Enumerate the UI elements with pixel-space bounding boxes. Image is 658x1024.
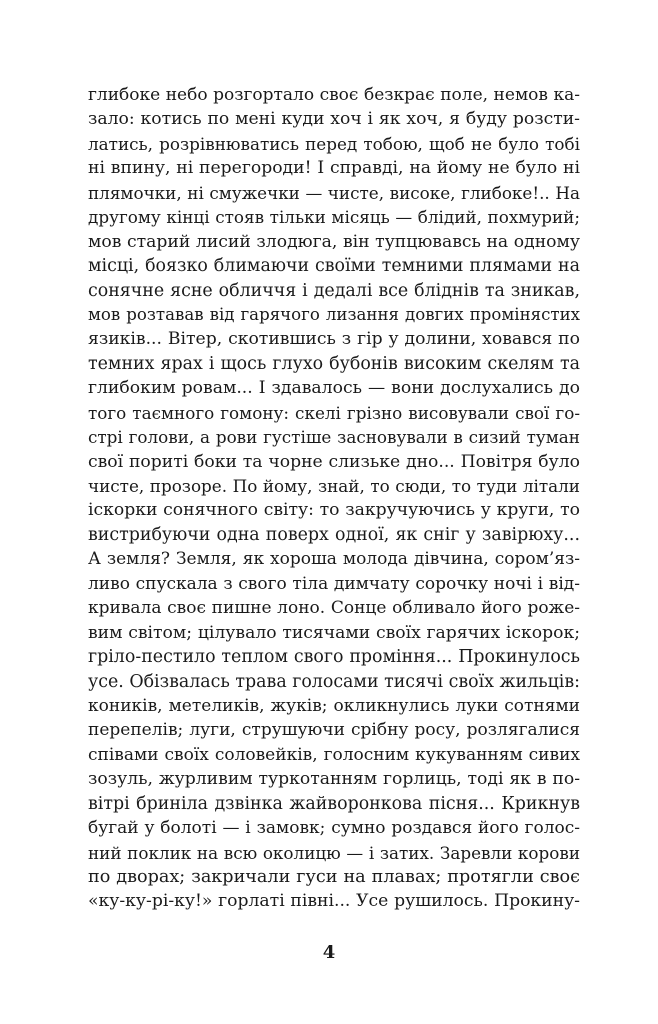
body-text <box>88 83 580 914</box>
text-line-14: того таємного гомону: скелі грізно висовували свої го- <box>88 402 580 423</box>
text-line-12: темних ярах і щось глухо бубонів високим скелям та <box>88 353 580 374</box>
text-line-6: другому кінці стояв тільки місяць — блідий, похмурий; <box>88 207 580 228</box>
text-line-15: стрі голови, а рови густіше засновували в сизий туман <box>88 427 580 448</box>
text-line-24: гріло-пестило теплом свого проміння... Прокинулось <box>88 647 580 668</box>
text-line-33: по дворах; закричали гуси на плавах; протягли своє <box>88 867 580 887</box>
text-line-11: язиків... Вітер, скотившись з гір у долини, ховався по <box>88 329 580 350</box>
text-line-20: А земля? Земля, як хороша молода дівчина, сором’яз- <box>88 549 580 570</box>
text-line-30: вітрі бриніла дзвінка жайворонкова пісня... Крикнув <box>88 793 580 814</box>
page-number: 4 <box>322 942 336 963</box>
text-line-28: співами своїх соловейків, голосним кукуванням сивих <box>88 744 580 765</box>
text-line-3: латись, розрівнюватись перед тобою, щоб не було тобі <box>88 133 580 154</box>
text-line-7: мов старий лисий злодюга, він тупцювавсь на одному <box>88 231 580 252</box>
text-line-1: глибоке небо розгортало своє безкрає поле, немов ка- <box>88 85 580 105</box>
text-line-17: чисте, прозоре. По йому, знай, то сюди, то туди літали <box>88 476 580 496</box>
text-line-29: зозуль, журливим туркотанням горлиць, тоді як в по- <box>88 769 580 790</box>
text-line-23: вим світом; цілувало тисячами своїх гарячих іскорок; <box>88 622 580 643</box>
text-line-4: ні впину, ні перегороди! І справді, на йому не було ні <box>88 158 580 179</box>
text-line-27: перепелів; луги, струшуючи срібну росу, розлягалися <box>88 720 580 741</box>
text-line-26: коників, метеликів, жуків; окликнулись луки сотнями <box>88 695 580 716</box>
text-line-16: свої пориті боки та чорне слизьке дно... Повітря було <box>88 451 580 472</box>
text-line-5: плямочки, ні смужечки — чисте, високе, глибоке!.. На <box>88 182 580 203</box>
text-line-21: ливо спускала з свого тіла димчату сорочку ночі і від- <box>88 573 580 594</box>
text-line-32: ний поклик на всю околицю — і затих. Заревли корови <box>88 842 580 863</box>
text-line-2: зало: котись по мені куди хоч і як хоч, я буду розсти- <box>88 109 580 130</box>
text-line-19: вистрибуючи одна поверх одної, як сніг у завірюху... <box>88 524 580 545</box>
text-line-31: бугай у болоті — і замовк; сумно роздався його голос- <box>88 818 580 839</box>
text-line-13: глибоким ровам... І здавалось — вони дослухались до <box>88 378 580 399</box>
text-line-9: сонячне ясне обличчя і дедалі все бліднів та зникав, <box>88 280 580 301</box>
text-line-8: місці, боязко блимаючи своїми темними плямами на <box>88 256 580 277</box>
text-line-22: кривала своє пишне лоно. Сонце обливало його роже- <box>88 598 580 619</box>
text-line-34: «ку-ку-рі-ку!» горлаті півні... Усе рушилось. Прокину- <box>88 891 580 912</box>
text-line-18: іскорки сонячного світу: то закручуючись у круги, то <box>88 500 580 521</box>
text-line-10: мов розтавав від гарячого лизання довгих промінястих <box>88 304 580 324</box>
text-line-25: усе. Обізвалась трава голосами тисячі своїх жильців: <box>88 671 580 692</box>
